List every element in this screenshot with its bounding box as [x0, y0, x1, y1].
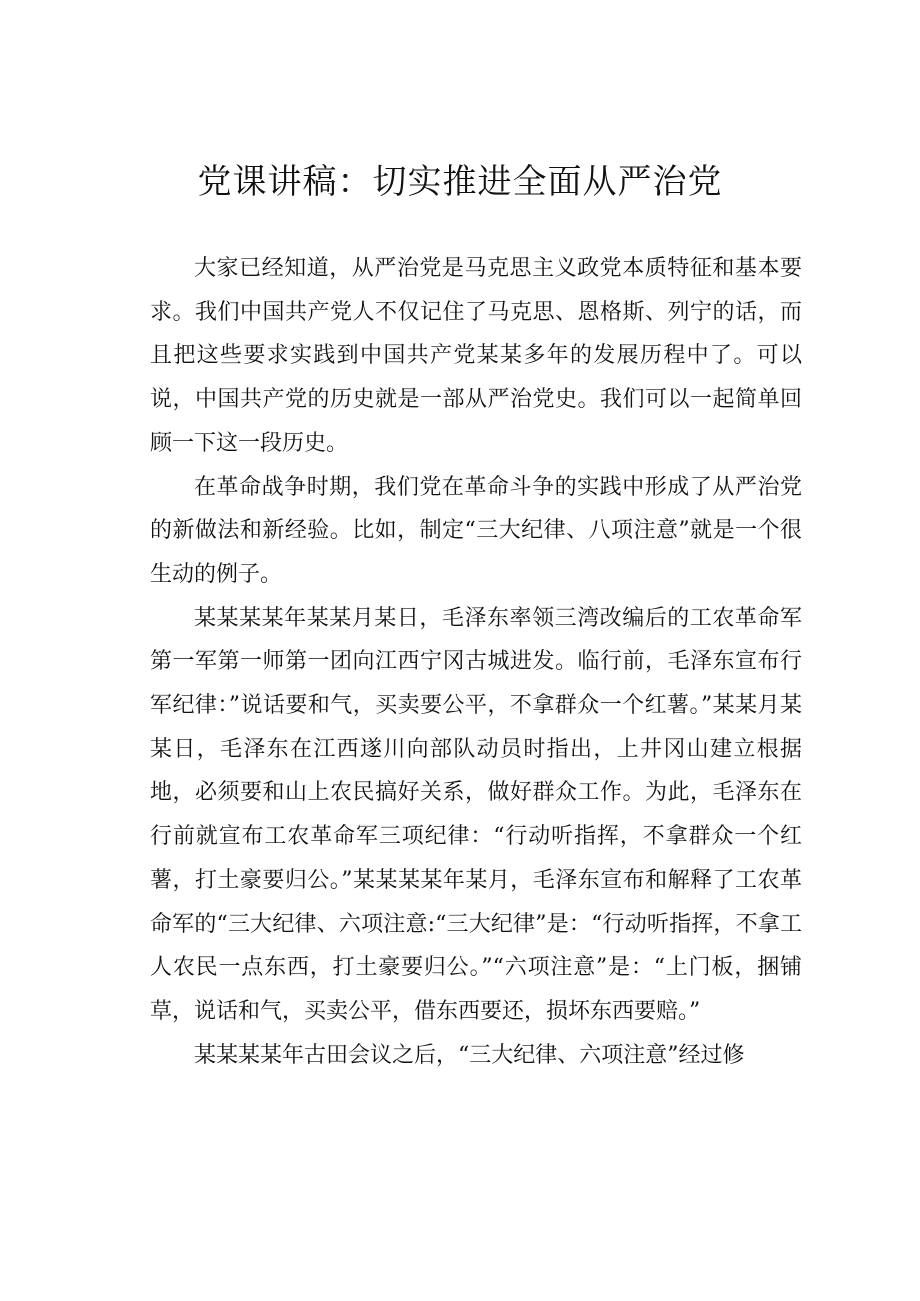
paragraph-1: 大家已经知道，从严治党是马克思主义政党本质特征和基本要求。我们中国共产党人不仅记住了马克思、恩格斯、列宁的话，而且把这些要求实践到中国共产党某某多年的发展历程中了。可以说，中国共产党的历史就是一部从严治党史。我们可以一起简单回顾一下这一段历史。 [150, 256, 802, 456]
document-body [150, 247, 802, 1077]
paragraph-3: 某某某某年某某月某日，毛泽东率领三湾改编后的工农革命军第一军第一师第一团向江西宁冈古城进发。临行前，毛泽东宣布行军纪律：”说话要和气，买卖要公平，不拿群众一个红薯。”某某月某某日，毛泽东在江西遂川向部队动员时指出，上井冈山建立根据地，必须要和山上农民搞好关系，做好群众工作。为此，毛泽东在行前就宣布工农革命军三项纪律：“行动听指挥，不拿群众一个红薯，打土豪要归公。”某某某某年某月，毛泽东宣布和解释了工农革命军的“三大纪律、六项注意:“三大纪律”是：“行动听指挥，不拿工人农民一点东西，打土豪要归公。”“六项注意”是：“上门板，捆铺草，说话和气，买卖公平，借东西要还，损坏东西要赔。” [150, 605, 802, 1024]
document-title: 党课讲稿：切实推进全面从严治党 [197, 162, 723, 202]
paragraph-4: 某某某某年古田会议之后，“三大纪律、六项注意”经过修 [194, 1042, 745, 1068]
paragraph-2: 在革命战争时期，我们党在革命斗争的实践中形成了从严治党的新做法和新经验。比如，制定“三大纪律、八项注意”就是一个很生动的例子。 [150, 474, 802, 587]
